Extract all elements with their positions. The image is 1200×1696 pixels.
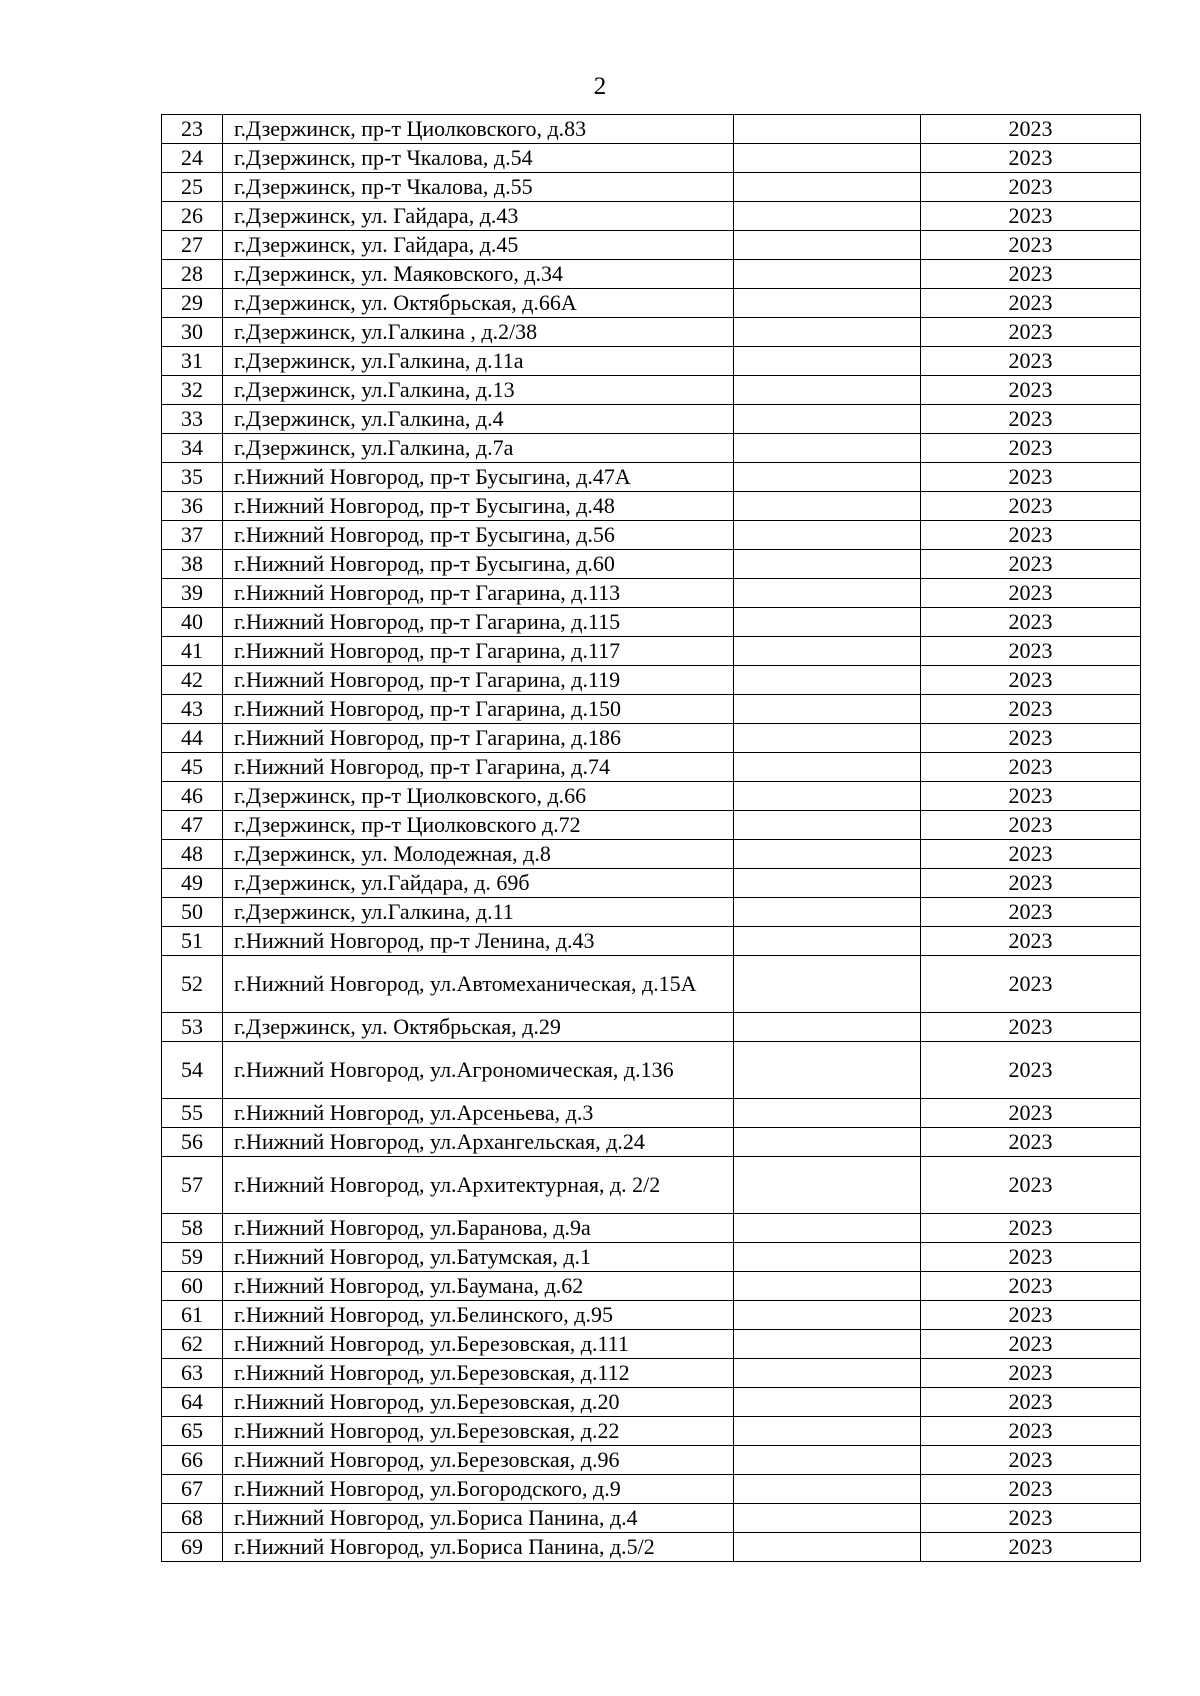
year-cell: 2023 [921, 202, 1141, 231]
table-row [162, 347, 1141, 376]
row-number-cell: 62 [162, 1330, 223, 1359]
row-number-cell: 29 [162, 289, 223, 318]
year-cell: 2023 [921, 724, 1141, 753]
table-row [162, 115, 1141, 144]
row-number-cell: 69 [162, 1533, 223, 1562]
row-number-cell: 48 [162, 840, 223, 869]
address-cell: г.Дзержинск, пр-т Циолковского, д.83 [223, 115, 734, 144]
address-cell: г.Дзержинск, ул.Галкина, д.7а [223, 434, 734, 463]
table-row [162, 1128, 1141, 1157]
address-cell: г.Нижний Новгород, ул.Белинского, д.95 [223, 1301, 734, 1330]
table-row [162, 492, 1141, 521]
row-number-cell: 24 [162, 144, 223, 173]
row-number-cell: 41 [162, 637, 223, 666]
address-cell: г.Нижний Новгород, пр-т Гагарина, д.150 [223, 695, 734, 724]
address-cell: г.Дзержинск, ул.Гайдара, д. 69б [223, 869, 734, 898]
empty-cell [734, 115, 921, 144]
year-cell: 2023 [921, 463, 1141, 492]
year-cell: 2023 [921, 1301, 1141, 1330]
row-number-cell: 46 [162, 782, 223, 811]
year-cell: 2023 [921, 492, 1141, 521]
empty-cell [734, 1330, 921, 1359]
row-number-cell: 57 [162, 1157, 223, 1214]
row-number-cell: 65 [162, 1417, 223, 1446]
table-row [162, 608, 1141, 637]
empty-cell [734, 724, 921, 753]
row-number-cell: 31 [162, 347, 223, 376]
page-number: 2 [593, 73, 607, 100]
table-row [162, 202, 1141, 231]
address-cell: г.Нижний Новгород, ул.Березовская, д.112 [223, 1359, 734, 1388]
empty-cell [734, 405, 921, 434]
address-cell: г.Дзержинск, ул. Октябрьская, д.66А [223, 289, 734, 318]
address-cell: г.Нижний Новгород, ул.Березовская, д.111 [223, 1330, 734, 1359]
address-cell: г.Нижний Новгород, ул.Березовская, д.96 [223, 1446, 734, 1475]
address-cell: г.Дзержинск, ул. Гайдара, д.45 [223, 231, 734, 260]
table-row [162, 1042, 1141, 1099]
year-cell: 2023 [921, 637, 1141, 666]
address-cell: г.Нижний Новгород, ул.Бориса Панина, д.4 [223, 1504, 734, 1533]
table-row [162, 1243, 1141, 1272]
year-cell: 2023 [921, 550, 1141, 579]
empty-cell [734, 1359, 921, 1388]
empty-cell [734, 1446, 921, 1475]
row-number-cell: 55 [162, 1099, 223, 1128]
table-row [162, 1013, 1141, 1042]
year-cell: 2023 [921, 260, 1141, 289]
table-row [162, 376, 1141, 405]
address-cell: г.Нижний Новгород, пр-т Гагарина, д.186 [223, 724, 734, 753]
row-number-cell: 26 [162, 202, 223, 231]
row-number-cell: 63 [162, 1359, 223, 1388]
row-number-cell: 47 [162, 811, 223, 840]
empty-cell [734, 1504, 921, 1533]
empty-cell [734, 608, 921, 637]
address-cell: г.Нижний Новгород, ул.Баранова, д.9а [223, 1214, 734, 1243]
table-row [162, 289, 1141, 318]
row-number-cell: 52 [162, 956, 223, 1013]
address-cell: г.Нижний Новгород, ул.Батумская, д.1 [223, 1243, 734, 1272]
row-number-cell: 30 [162, 318, 223, 347]
empty-cell [734, 579, 921, 608]
year-cell: 2023 [921, 434, 1141, 463]
address-cell: г.Дзержинск, ул.Галкина, д.11 [223, 898, 734, 927]
address-cell: г.Дзержинск, ул.Галкина, д.13 [223, 376, 734, 405]
row-number-cell: 67 [162, 1475, 223, 1504]
empty-cell [734, 927, 921, 956]
table-row [162, 173, 1141, 202]
row-number-cell: 39 [162, 579, 223, 608]
empty-cell [734, 695, 921, 724]
empty-cell [734, 1475, 921, 1504]
table-row [162, 1533, 1141, 1562]
table-row [162, 1330, 1141, 1359]
year-cell: 2023 [921, 1388, 1141, 1417]
empty-cell [734, 666, 921, 695]
empty-cell [734, 1013, 921, 1042]
year-cell: 2023 [921, 753, 1141, 782]
empty-cell [734, 289, 921, 318]
year-cell: 2023 [921, 579, 1141, 608]
year-cell: 2023 [921, 405, 1141, 434]
row-number-cell: 32 [162, 376, 223, 405]
address-cell: г.Нижний Новгород, пр-т Гагарина, д.74 [223, 753, 734, 782]
year-cell: 2023 [921, 376, 1141, 405]
table-row [162, 318, 1141, 347]
empty-cell [734, 1272, 921, 1301]
table-row [162, 1272, 1141, 1301]
table-row [162, 1157, 1141, 1214]
empty-cell [734, 521, 921, 550]
address-cell: г.Дзержинск, пр-т Чкалова, д.54 [223, 144, 734, 173]
address-cell: г.Дзержинск, ул.Галкина, д.4 [223, 405, 734, 434]
year-cell: 2023 [921, 1504, 1141, 1533]
empty-cell [734, 463, 921, 492]
empty-cell [734, 260, 921, 289]
address-cell: г.Нижний Новгород, пр-т Гагарина, д.117 [223, 637, 734, 666]
address-cell: г.Нижний Новгород, пр-т Бусыгина, д.48 [223, 492, 734, 521]
row-number-cell: 37 [162, 521, 223, 550]
empty-cell [734, 782, 921, 811]
address-cell: г.Нижний Новгород, ул.Арсеньева, д.3 [223, 1099, 734, 1128]
address-cell: г.Дзержинск, ул. Маяковского, д.34 [223, 260, 734, 289]
year-cell: 2023 [921, 956, 1141, 1013]
address-cell: г.Нижний Новгород, ул.Автомеханическая, д.15А [223, 956, 734, 1013]
table-row [162, 260, 1141, 289]
address-cell: г.Дзержинск, ул.Галкина , д.2/38 [223, 318, 734, 347]
year-cell: 2023 [921, 1042, 1141, 1099]
empty-cell [734, 1533, 921, 1562]
table-row [162, 782, 1141, 811]
table-row [162, 579, 1141, 608]
year-cell: 2023 [921, 1013, 1141, 1042]
empty-cell [734, 492, 921, 521]
table-row [162, 898, 1141, 927]
year-cell: 2023 [921, 782, 1141, 811]
table-row [162, 463, 1141, 492]
table-row [162, 1359, 1141, 1388]
empty-cell [734, 753, 921, 782]
empty-cell [734, 376, 921, 405]
row-number-cell: 54 [162, 1042, 223, 1099]
row-number-cell: 51 [162, 927, 223, 956]
address-cell: г.Дзержинск, пр-т Чкалова, д.55 [223, 173, 734, 202]
address-cell: г.Дзержинск, ул. Гайдара, д.43 [223, 202, 734, 231]
row-number-cell: 44 [162, 724, 223, 753]
year-cell: 2023 [921, 608, 1141, 637]
empty-cell [734, 173, 921, 202]
year-cell: 2023 [921, 1214, 1141, 1243]
row-number-cell: 36 [162, 492, 223, 521]
table-row [162, 927, 1141, 956]
year-cell: 2023 [921, 869, 1141, 898]
table-row [162, 550, 1141, 579]
table-row [162, 956, 1141, 1013]
row-number-cell: 33 [162, 405, 223, 434]
address-cell: г.Дзержинск, ул.Галкина, д.11а [223, 347, 734, 376]
empty-cell [734, 869, 921, 898]
table-row [162, 869, 1141, 898]
row-number-cell: 42 [162, 666, 223, 695]
empty-cell [734, 1099, 921, 1128]
address-cell: г.Нижний Новгород, ул.Березовская, д.22 [223, 1417, 734, 1446]
table-row [162, 1388, 1141, 1417]
year-cell: 2023 [921, 1157, 1141, 1214]
address-cell: г.Нижний Новгород, ул.Архангельская, д.24 [223, 1128, 734, 1157]
empty-cell [734, 840, 921, 869]
address-cell: г.Нижний Новгород, пр-т Ленина, д.43 [223, 927, 734, 956]
table-row [162, 231, 1141, 260]
row-number-cell: 60 [162, 1272, 223, 1301]
row-number-cell: 35 [162, 463, 223, 492]
address-cell: г.Нижний Новгород, пр-т Бусыгина, д.47А [223, 463, 734, 492]
year-cell: 2023 [921, 289, 1141, 318]
address-cell: г.Нижний Новгород, пр-т Бусыгина, д.56 [223, 521, 734, 550]
table-row [162, 1475, 1141, 1504]
empty-cell [734, 1042, 921, 1099]
year-cell: 2023 [921, 1243, 1141, 1272]
row-number-cell: 53 [162, 1013, 223, 1042]
row-number-cell: 40 [162, 608, 223, 637]
table-row [162, 1214, 1141, 1243]
year-cell: 2023 [921, 1417, 1141, 1446]
table-row [162, 753, 1141, 782]
table-row [162, 637, 1141, 666]
empty-cell [734, 550, 921, 579]
year-cell: 2023 [921, 231, 1141, 260]
table-row [162, 695, 1141, 724]
year-cell: 2023 [921, 666, 1141, 695]
table-row [162, 405, 1141, 434]
table-row [162, 724, 1141, 753]
empty-cell [734, 231, 921, 260]
table-row [162, 1504, 1141, 1533]
row-number-cell: 27 [162, 231, 223, 260]
row-number-cell: 45 [162, 753, 223, 782]
table-row [162, 1417, 1141, 1446]
empty-cell [734, 1301, 921, 1330]
table-row [162, 1301, 1141, 1330]
row-number-cell: 43 [162, 695, 223, 724]
table-row [162, 144, 1141, 173]
address-cell: г.Нижний Новгород, пр-т Гагарина, д.119 [223, 666, 734, 695]
address-cell: г.Нижний Новгород, ул.Архитектурная, д. 2/2 [223, 1157, 734, 1214]
year-cell: 2023 [921, 695, 1141, 724]
address-cell: г.Нижний Новгород, ул.Агрономическая, д.136 [223, 1042, 734, 1099]
address-cell: г.Дзержинск, ул. Октябрьская, д.29 [223, 1013, 734, 1042]
address-cell: г.Нижний Новгород, ул.Богородского, д.9 [223, 1475, 734, 1504]
row-number-cell: 25 [162, 173, 223, 202]
empty-cell [734, 144, 921, 173]
empty-cell [734, 1388, 921, 1417]
address-cell: г.Дзержинск, пр-т Циолковского, д.66 [223, 782, 734, 811]
address-cell: г.Дзержинск, ул. Молодежная, д.8 [223, 840, 734, 869]
empty-cell [734, 434, 921, 463]
address-cell: г.Нижний Новгород, ул.Бориса Панина, д.5/2 [223, 1533, 734, 1562]
empty-cell [734, 1128, 921, 1157]
year-cell: 2023 [921, 173, 1141, 202]
address-cell: г.Нижний Новгород, пр-т Гагарина, д.113 [223, 579, 734, 608]
empty-cell [734, 1243, 921, 1272]
address-cell: г.Нижний Новгород, ул.Березовская, д.20 [223, 1388, 734, 1417]
row-number-cell: 23 [162, 115, 223, 144]
empty-cell [734, 318, 921, 347]
empty-cell [734, 1157, 921, 1214]
year-cell: 2023 [921, 1272, 1141, 1301]
year-cell: 2023 [921, 1475, 1141, 1504]
row-number-cell: 64 [162, 1388, 223, 1417]
year-cell: 2023 [921, 927, 1141, 956]
year-cell: 2023 [921, 1533, 1141, 1562]
empty-cell [734, 202, 921, 231]
row-number-cell: 28 [162, 260, 223, 289]
row-number-cell: 49 [162, 869, 223, 898]
empty-cell [734, 637, 921, 666]
empty-cell [734, 811, 921, 840]
address-cell: г.Нижний Новгород, пр-т Бусыгина, д.60 [223, 550, 734, 579]
row-number-cell: 38 [162, 550, 223, 579]
table-row [162, 1446, 1141, 1475]
table-row [162, 811, 1141, 840]
year-cell: 2023 [921, 898, 1141, 927]
empty-cell [734, 1214, 921, 1243]
year-cell: 2023 [921, 1359, 1141, 1388]
year-cell: 2023 [921, 1330, 1141, 1359]
address-table-body [162, 115, 1141, 1562]
address-cell: г.Нижний Новгород, пр-т Гагарина, д.115 [223, 608, 734, 637]
row-number-cell: 34 [162, 434, 223, 463]
table-row [162, 521, 1141, 550]
year-cell: 2023 [921, 144, 1141, 173]
empty-cell [734, 1417, 921, 1446]
row-number-cell: 59 [162, 1243, 223, 1272]
row-number-cell: 66 [162, 1446, 223, 1475]
address-table [161, 114, 1141, 1562]
year-cell: 2023 [921, 521, 1141, 550]
year-cell: 2023 [921, 347, 1141, 376]
year-cell: 2023 [921, 115, 1141, 144]
row-number-cell: 68 [162, 1504, 223, 1533]
year-cell: 2023 [921, 1099, 1141, 1128]
year-cell: 2023 [921, 318, 1141, 347]
table-row [162, 840, 1141, 869]
row-number-cell: 56 [162, 1128, 223, 1157]
year-cell: 2023 [921, 1446, 1141, 1475]
table-row [162, 1099, 1141, 1128]
year-cell: 2023 [921, 1128, 1141, 1157]
empty-cell [734, 898, 921, 927]
empty-cell [734, 956, 921, 1013]
row-number-cell: 50 [162, 898, 223, 927]
table-row [162, 666, 1141, 695]
empty-cell [734, 347, 921, 376]
address-cell: г.Дзержинск, пр-т Циолковского д.72 [223, 811, 734, 840]
row-number-cell: 61 [162, 1301, 223, 1330]
year-cell: 2023 [921, 811, 1141, 840]
address-cell: г.Нижний Новгород, ул.Баумана, д.62 [223, 1272, 734, 1301]
row-number-cell: 58 [162, 1214, 223, 1243]
table-row [162, 434, 1141, 463]
year-cell: 2023 [921, 840, 1141, 869]
